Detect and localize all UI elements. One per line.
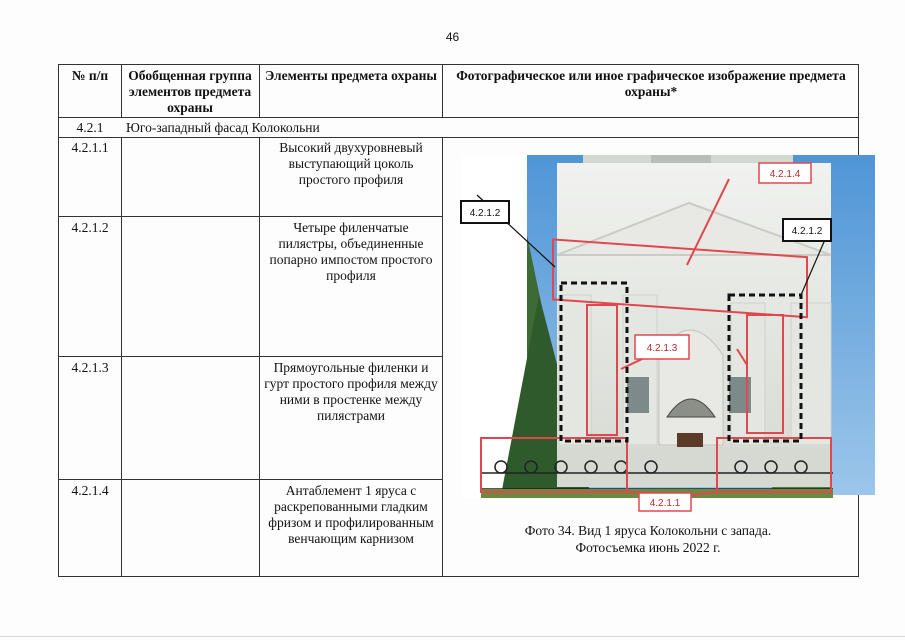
row-divider-2 — [58, 356, 442, 357]
col-divider-3-header — [442, 64, 443, 117]
photo-caption — [443, 522, 853, 556]
preservation-table — [58, 64, 859, 577]
row-element-text: Четыре филенчатые пилястры, объединенные попарно импостом простого профиля — [269, 220, 433, 283]
section-title: Юго-западный фасад Колокольни — [126, 120, 320, 135]
row-number: 4.2.1.3 — [71, 360, 109, 375]
table-border-top — [58, 64, 859, 65]
caption-line-1: Фото 34. Вид 1 яруса Колокольни с запада. — [524, 523, 772, 538]
section-row-divider — [58, 137, 859, 138]
table-border-bottom — [58, 576, 859, 577]
row-number: 4.2.1.1 — [71, 140, 109, 155]
header-row-divider — [58, 117, 859, 118]
row-divider-1 — [58, 216, 442, 217]
header-number: № п/п — [71, 68, 109, 83]
tag-4214: 4.2.1.4 — [769, 169, 801, 180]
tag-4211: 4.2.1.1 — [649, 498, 681, 509]
row-element-text: Высокий двухуровневый выступающий цоколь простого профиля — [279, 140, 423, 187]
col-divider-1 — [121, 137, 122, 577]
facade-photo-illustration — [461, 155, 831, 509]
col-divider-3 — [442, 137, 443, 577]
col-divider-2 — [259, 64, 260, 117]
header-group: Обобщенная группа элементов предмета охраны — [128, 68, 252, 115]
tag-4213: 4.2.1.3 — [646, 343, 678, 354]
scan-edge — [0, 636, 905, 637]
header-elements: Элементы предмета охраны — [265, 68, 437, 83]
col-divider-2b — [259, 137, 260, 577]
row-number: 4.2.1.4 — [71, 483, 109, 498]
caption-line-2: Фотосъемка июнь 2022 г. — [575, 540, 721, 555]
col-divider-1-header — [121, 64, 122, 117]
section-number: 4.2.1 — [76, 120, 104, 135]
row-element-text: Антаблемент 1 яруса с раскрепованными гладким фризом и профилированным венчающим карнизом — [268, 483, 434, 546]
facade-photo — [461, 155, 831, 509]
table-border-left — [58, 64, 59, 577]
tag-4212-right: 4.2.1.2 — [791, 226, 823, 237]
tag-4212-left: 4.2.1.2 — [469, 208, 501, 219]
page-number: 46 — [445, 30, 460, 44]
row-divider-3 — [58, 479, 442, 480]
row-element-text: Прямоугольные филенки и гурт простого профиля между ними в простенке между пилястрами — [264, 360, 438, 423]
header-image: Фотографическое или иное графическое изображение предмета охраны* — [456, 68, 846, 99]
row-number: 4.2.1.2 — [71, 220, 109, 235]
